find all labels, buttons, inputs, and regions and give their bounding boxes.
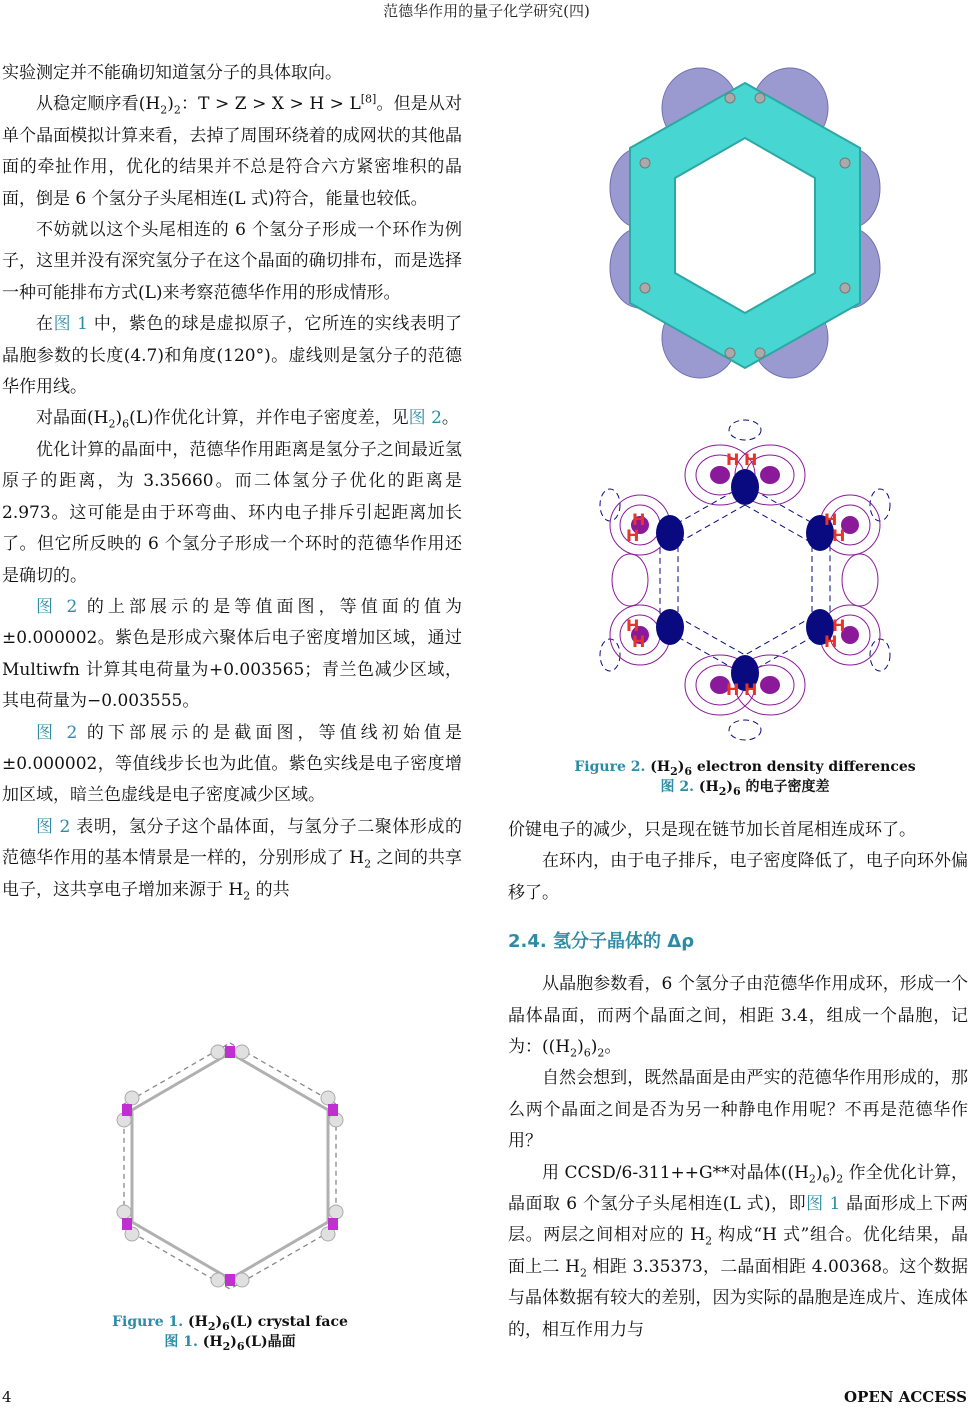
paragraph: 用 CCSD/6-311++G**对晶体$((H_2)_6)_2$ 作全优化计算，晶面取 6 个氢分子头尾相连(L 式)，即图 1 晶面形成上下两层。两层之间相对应的 $H_2$ 构成“H 式”组合。优化结果，晶面上二 $H_2$ 相距 3.35373，二晶面相距 4.00368。这个数据与晶体数据有较大的差别，因为实际的晶胞是连成片、连成体的，相互作用力与 (508, 1162, 969, 1340)
left-column (2, 58, 462, 906)
paragraph: 优化计算的晶面中，范德华作用距离是氢分子之间最近氢原子的距离，为 3.35660。而二体氢分子优化的距离是 2.973。这可能是由于环弯曲、环内电子排斥引起距离加长了。但它所反映的 6 个氢分子形成一个环时的范德华作用还是确切的。 (2, 439, 462, 586)
figure-2-caption-cn: 图 2. $(H_2)_6$ 的电子密度差 (660, 779, 830, 798)
svg-text:H: H (744, 680, 758, 699)
paragraph: 实验测定并不能确切知道氢分子的具体取向。 (2, 63, 342, 83)
figure-link[interactable]: 图 2 (36, 596, 78, 617)
hydrogen-molecules (117, 1045, 343, 1287)
paragraph: 在环内，由于电子排斥，电子密度降低了，电子向环外偏移了。 (508, 851, 968, 903)
running-head: 范德华作用的量子化学研究(四) (383, 2, 590, 20)
svg-text:H: H (832, 526, 846, 545)
paragraph: 对晶面$(H_2)_6(L)$作优化计算，并作电子密度差，见图 2。 (36, 408, 459, 431)
open-access-label: OPEN ACCESS (844, 1388, 967, 1406)
svg-text:H: H (632, 632, 646, 651)
svg-text:H: H (726, 450, 740, 469)
paragraph: 从晶胞参数看，6 个氢分子由范德华作用成环，形成一个晶体晶面，而两个晶面之间，相距 3.4，组成一个晶胞，记为：$((H_2)_6)_2$。 (508, 974, 968, 1060)
figure-link[interactable]: 图 1 (53, 314, 88, 335)
page-number: 4 (2, 1388, 12, 1406)
svg-text:H: H (824, 510, 838, 529)
citation-link[interactable]: [8] (360, 92, 377, 106)
paragraph: 图 2 的上部展示的是等值面图，等值面的值为±0.000002。紫色是形成六聚体后电子密度增加区域，通过 Multiwfn 计算其电荷量为+0.003565；青兰色减少区域，其电荷量为−0.003555。 (2, 596, 462, 712)
paragraph: 价键电子的减少，只是现在链节加长首尾相连成环了。 (508, 820, 916, 840)
section-heading: 2.4. 氢分子晶体的 Δρ (508, 931, 695, 953)
figure-link[interactable]: 图 2 (36, 816, 71, 837)
svg-text:H: H (626, 616, 640, 635)
paragraph: 不妨就以这个头尾相连的 6 个氢分子形成一个环作为例子，这里并没有深究氢分子在这个晶面的确切排布，而是选择一种可能排布方式(L)来考察范德华作用的形成情形。 (2, 220, 462, 303)
figure-link[interactable]: 图 1 (806, 1194, 841, 1215)
figure-1-image (100, 1038, 360, 1308)
svg-text:H: H (632, 510, 646, 529)
svg-text:H: H (626, 526, 640, 545)
figure-link[interactable]: 图 2 (36, 722, 78, 743)
svg-text:H: H (744, 450, 758, 469)
figure-1-caption-cn: 图 1. $(H_2)_6(L)$晶面 (164, 1334, 296, 1353)
figure-1 (100, 1038, 360, 1352)
paragraph: 在图 1 中，紫色的球是虚拟原子，它所连的实线表明了晶胞参数的长度(4.7)和角度(120°)。虚线则是氢分子的范德华作用线。 (2, 314, 462, 398)
paragraph: 图 2 的下部展示的是截面图，等值线初始值是±0.000002，等值线步长也为此值。紫色实线是电子密度增加区域，暗兰色虚线是电子密度减少区域。 (2, 722, 462, 806)
hexagon-dashed-vdw-lines (124, 1043, 336, 1289)
hexagon-solid-bonds (132, 1053, 328, 1279)
svg-text:H: H (824, 632, 838, 651)
figure-2-isosurface (560, 58, 930, 393)
figure-2 (560, 58, 930, 797)
figure-link[interactable]: 图 2 (408, 408, 442, 429)
figure-2-contour-plot (560, 415, 930, 745)
paragraph: 从稳定顺序看$(H_2)_2$：T > Z > X > H > L[8]。但是从对单个晶面模拟计算来看，去掉了周围环绕着的成网状的其他晶面的牵扯作用，优化的结果并不总是符合六方紧密堆积的晶面，倒是 6 个氢分子头尾相连(L 式)符合，能量也较低。 (2, 92, 462, 209)
contour-decrease-cores (656, 469, 834, 691)
figure-1-caption-en: Figure 1. $(H_2)_6(L)$ crystal face (112, 1314, 348, 1333)
paragraph: 自然会想到，既然晶面是由严实的范德华作用形成的，那么两个晶面之间是否为另一种静电作用呢？不再是范德华作用？ (508, 1068, 968, 1152)
svg-text:H: H (832, 616, 846, 635)
paragraph: 图 2 表明，氢分子这个晶体面，与氢分子二聚体形成的范德华作用的基本情景是一样的，分别形成了 $H_2$ 之间的共享电子，这共享电子增加来源于 $H_2$ 的共 (2, 816, 462, 902)
svg-text:H: H (726, 680, 740, 699)
right-column (508, 815, 968, 1346)
figure-2-caption-en: Figure 2. $(H_2)_6$ electron density differences (574, 759, 916, 778)
